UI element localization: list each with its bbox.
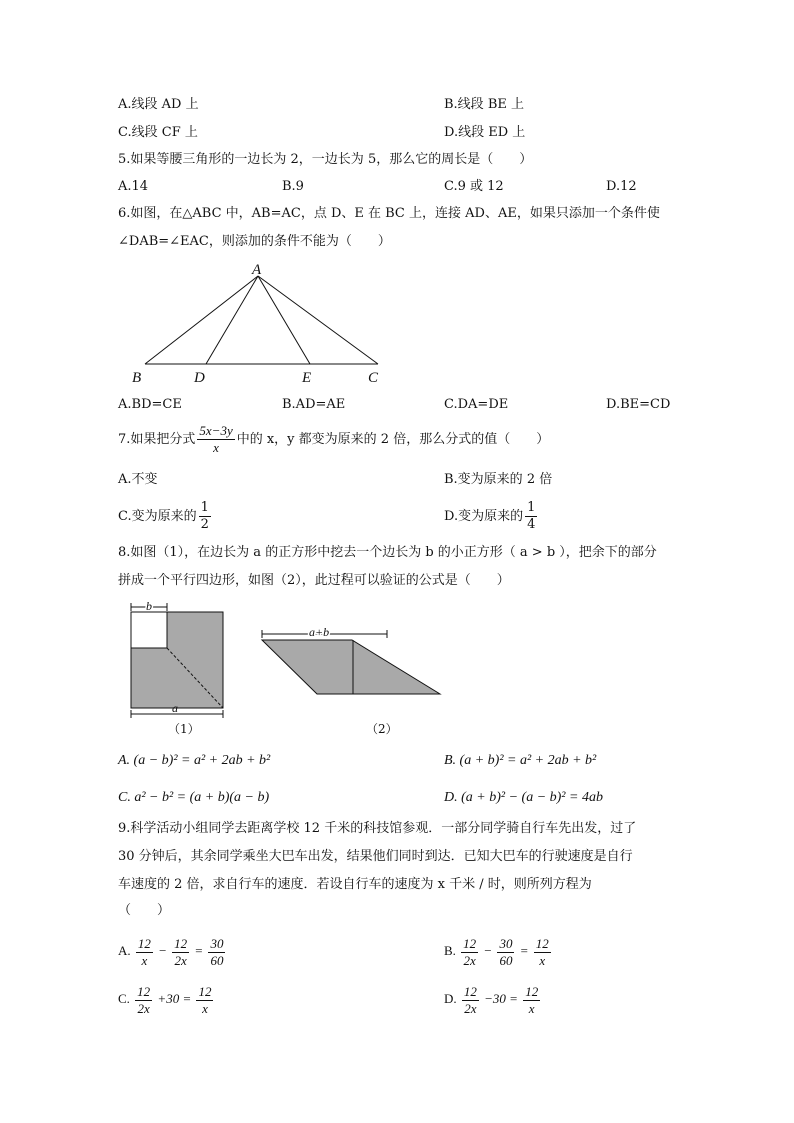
q4-option-d: D.线段 ED 上	[444, 125, 526, 140]
small-square-removed	[131, 612, 167, 648]
q8-stem-line1: 8.如图（1），在边长为 a 的正方形中挖去一个边长为 b 的小正方形（ a > b ），把余下的部分	[118, 545, 657, 560]
q7-option-d-label: D.变为原来的	[444, 509, 524, 524]
q7-option-d-den: 4	[527, 517, 536, 532]
segment-ad	[206, 276, 258, 364]
q7-option-d	[444, 499, 539, 535]
q6-option-b: B.AD=AE	[282, 397, 346, 412]
q5-option-a: A.14	[118, 179, 149, 194]
q9-d-term3-num: 12	[525, 983, 539, 999]
q9-a-eq: =	[194, 943, 204, 958]
q9-b-term2-num: 30	[499, 935, 513, 951]
q5-option-d: D.12	[606, 179, 637, 194]
q9-option-b	[444, 932, 553, 970]
q7-option-c	[118, 499, 213, 535]
label-b: B	[132, 370, 142, 386]
label-e: E	[302, 370, 312, 386]
q7-option-a: A.不变	[118, 472, 158, 487]
q9-stem-line1: 9.科学活动小组同学去距离学校 12 千米的科技馆参观．一部分同学骑自行车先出发，过了	[118, 821, 637, 836]
q6-stem-line2: ∠DAB=∠EAC，则添加的条件不能为（ ）	[118, 234, 391, 249]
q7-fraction-denominator: x	[213, 440, 219, 455]
q4-option-c: C.线段 CF 上	[118, 125, 198, 140]
q7-stem-suffix: 中的 x，y 都变为原来的 2 倍，那么分式的值（ ）	[236, 432, 550, 447]
q9-option-d-label: D.	[444, 991, 457, 1006]
q7-option-d-fraction	[525, 500, 537, 533]
q9-a-term2-num: 12	[174, 935, 188, 951]
label-d: D	[194, 370, 205, 386]
q9-a-term1-num: 12	[137, 935, 151, 951]
q8-option-d: D. (a + b)² − (a − b)² = 4ab	[444, 790, 603, 805]
q7-option-c-fraction	[199, 500, 211, 533]
q9-d-mid: −30 =	[484, 991, 518, 1006]
q9-option-c-label: C.	[118, 991, 130, 1006]
segment-ae	[258, 276, 310, 364]
q9-b-op: −	[483, 943, 493, 958]
q9-a-term1-den: x	[141, 952, 148, 968]
q7-option-b: B.变为原来的 2 倍	[444, 472, 553, 487]
q4-option-a: A.线段 AD 上	[118, 97, 199, 112]
q9-d-term1-den: 2x	[464, 1000, 477, 1016]
q8-stem-line2: 拼成一个平行四边形，如图（2），此过程可以验证的公式是（ ）	[118, 573, 510, 588]
fig1-caption: （1）	[168, 722, 200, 736]
q9-d-term3-den: x	[528, 1000, 535, 1016]
q6-option-a: A.BD=CE	[118, 397, 182, 412]
q7-fraction	[197, 423, 234, 456]
segment-ac	[258, 276, 378, 364]
q9-d-term1-num: 12	[463, 983, 477, 999]
q6-option-c: C.DA=DE	[444, 397, 509, 412]
q9-b-eq: =	[519, 943, 529, 958]
q7-stem	[118, 420, 549, 460]
q5-stem: 5.如果等腰三角形的一边长为 2，一边长为 5，那么它的周长是（ ）	[118, 152, 533, 167]
q9-b-term3-num: 12	[535, 935, 549, 951]
q6-stem-line1: 6.如图，在△ABC 中，AB=AC，点 D、E 在 BC 上，连接 AD、AE，如果只添加一个条件使	[118, 206, 660, 221]
label-c: C	[368, 370, 379, 386]
q4-option-b: B.线段 BE 上	[444, 97, 524, 112]
triangle-figure	[128, 258, 398, 388]
q9-a-term3-num: 30	[210, 935, 224, 951]
q9-c-term1-num: 12	[137, 983, 151, 999]
q9-b-term3-den: x	[539, 952, 546, 968]
segment-ab	[145, 276, 258, 364]
q9-a-term2-den: 2x	[174, 952, 187, 968]
fig2-caption: （2）	[366, 722, 398, 736]
q8-option-b: B. (a + b)² = a² + 2ab + b²	[444, 753, 597, 768]
q7-fraction-numerator: 5x−3y	[199, 423, 233, 438]
q9-a-term3-den: 60	[210, 952, 224, 968]
q5-option-c: C.9 或 12	[444, 179, 504, 194]
q9-c-mid: +30 =	[157, 991, 192, 1006]
q9-option-a-label: A.	[118, 943, 131, 958]
q7-option-c-label: C.变为原来的	[118, 509, 197, 524]
q9-option-a	[118, 932, 227, 970]
q7-option-c-den: 2	[200, 517, 209, 532]
q7-option-d-num: 1	[527, 500, 536, 515]
q8-option-c: C. a² − b² = (a + b)(a − b)	[118, 790, 270, 805]
q9-option-d	[444, 980, 542, 1018]
q6-option-d: D.BE=CD	[606, 397, 671, 412]
q9-c-term3-den: x	[202, 1000, 208, 1016]
q9-stem-line3: 车速度的 2 倍，求自行车的速度．若设自行车的速度为 x 千米 / 时，则所列方程为	[118, 877, 592, 892]
q9-c-term3-num: 12	[198, 983, 212, 999]
q9-stem-line4: （ ）	[118, 903, 171, 918]
q9-b-term1-num: 12	[463, 935, 477, 951]
q7-option-c-num: 1	[200, 500, 209, 515]
q9-b-term1-den: 2x	[463, 952, 476, 968]
square-figures	[120, 596, 460, 742]
q9-b-term2-den: 60	[499, 952, 513, 968]
q9-option-c	[118, 980, 215, 1018]
label-a: A	[252, 262, 262, 278]
q9-option-b-label: B.	[444, 943, 456, 958]
fig1-label-a: a	[172, 701, 178, 715]
q9-a-op: −	[158, 943, 167, 958]
fig2-label: a+b	[309, 625, 330, 639]
fig1-label-b: b	[146, 599, 152, 613]
q9-stem-line2: 30 分钟后，其余同学乘坐大巴车出发，结果他们同时到达．已知大巴车的行驶速度是自行	[118, 849, 633, 864]
q7-stem-prefix: 7.如果把分式	[118, 432, 196, 447]
q8-option-a: A. (a − b)² = a² + 2ab + b²	[118, 753, 271, 768]
parallelogram	[262, 640, 440, 694]
q5-option-b: B.9	[282, 179, 304, 194]
q9-c-term1-den: 2x	[137, 1000, 150, 1016]
